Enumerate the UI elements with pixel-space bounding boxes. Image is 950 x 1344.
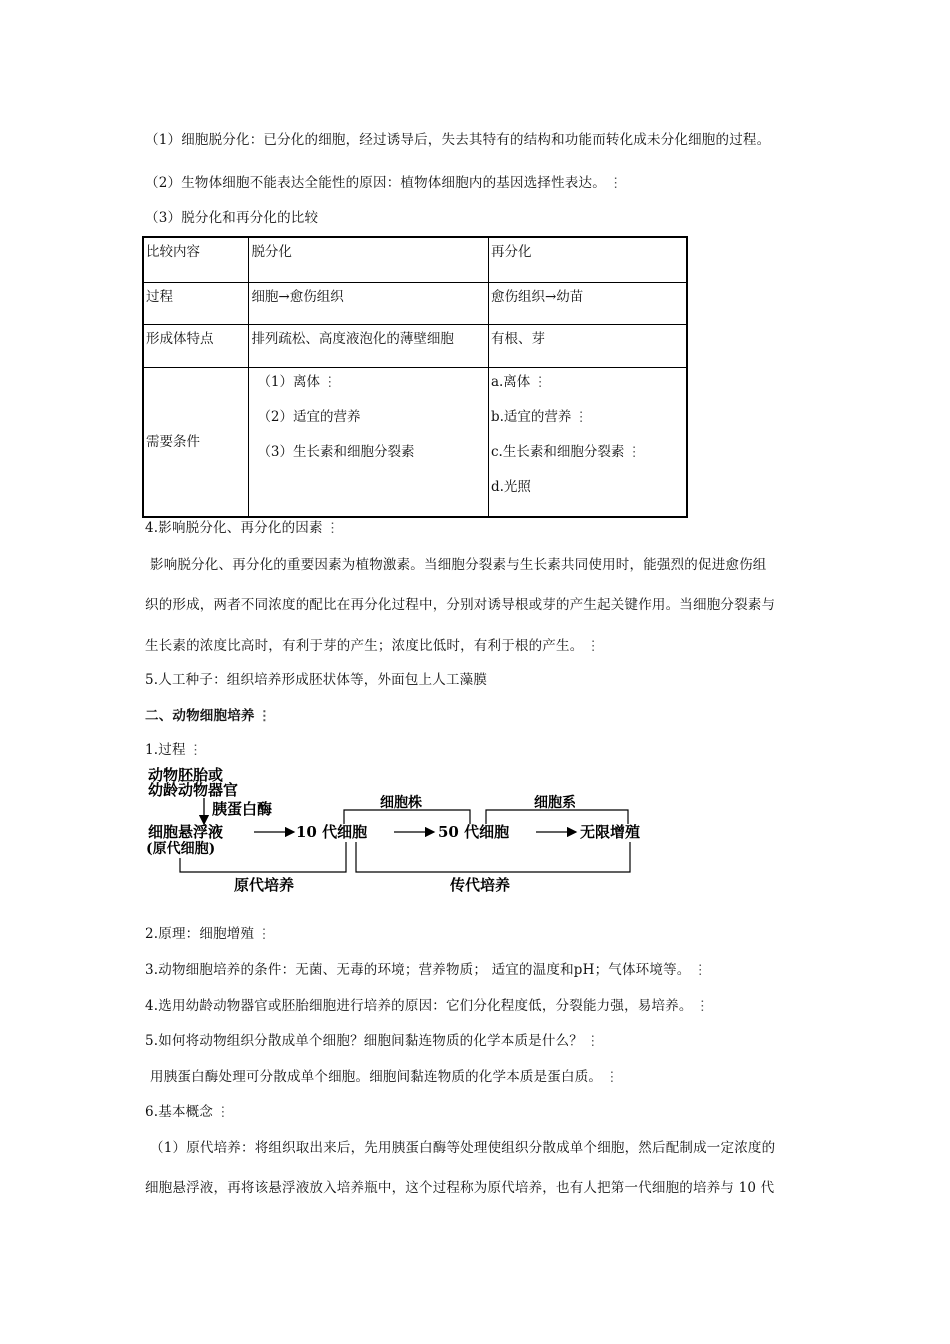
line-bracket (486, 810, 628, 824)
table-cell: 脱分化 (249, 237, 489, 283)
table-cell: 有根、芽 (488, 325, 687, 368)
table-cell: 细胞→愈伤组织 (249, 283, 489, 325)
para-artificial-seed: 5.人工种子：组织培养形成胚状体等，外面包上人工藻膜 (145, 672, 488, 688)
para-conditions: 3.动物细胞培养的条件：无菌、无毒的环境；营养物质； 适宜的温度和pH；气体环境等。 ⋮ (145, 962, 708, 978)
subculture-bracket (356, 842, 630, 872)
condition-item: a.离体 ⋮ (490, 374, 547, 390)
source-label: 动物胚胎或 (148, 766, 224, 784)
heading-concepts: 6.基本概念 ⋮ (145, 1104, 230, 1120)
para-principle: 2.原理：细胞增殖 ⋮ (145, 926, 271, 942)
table-row (143, 368, 687, 518)
heading-factors: 4.影响脱分化、再分化的因素 ⋮ (145, 520, 340, 536)
comparison-table (142, 236, 688, 518)
table-cell: 愈伤组织→幼苗 (488, 283, 687, 325)
strain-bracket (344, 810, 470, 824)
primary-cell-label: (原代细胞) (146, 841, 216, 857)
para-primary-culture-2: 细胞悬浮液，再将该悬浮液放入培养瓶中，这个过程称为原代培养，也有人把第一代细胞的培养与 10 代 (145, 1180, 775, 1196)
paragraph-mark: ⋮ (608, 175, 623, 191)
condition-item: （2）适宜的营养 (257, 409, 361, 425)
source-label: 幼龄动物器官 (148, 781, 239, 799)
para-factors-1: 影响脱分化、再分化的重要因素为植物激素。当细胞分裂素与生长素共同使用时，能强烈的促进愈伤组 (150, 557, 767, 573)
table-cell: 形成体特点 (143, 325, 249, 368)
para-reason: 4.选用幼龄动物器官或胚胎细胞进行培养的原因：它们分化程度低，分裂能力强，易培养。 ⋮ (145, 998, 710, 1014)
condition-item: d.光照 (490, 479, 531, 495)
para-factors-2: 织的形成，两者不同浓度的配比在再分化过程中，分别对诱导根或芽的产生起关键作用。当细胞分裂素与 (145, 597, 776, 613)
para-dedifferentiation: （1）细胞脱分化：已分化的细胞，经过诱导后，失去其特有的结构和功能而转化成未分化细胞的过程。 (145, 132, 771, 148)
cell-strain-label: 细胞株 (380, 795, 422, 811)
table-cell: 再分化 (488, 237, 687, 283)
para-factors-3: 生长素的浓度比高时，有利于芽的产生；浓度比低时，有利于根的产生。 ⋮ (145, 638, 601, 654)
heading-process: 1.过程 ⋮ (145, 742, 203, 758)
para-primary-culture-1: （1）原代培养：将组织取出来后，先用胰蛋白酶等处理使组织分散成单个细胞，然后配制成一定浓度的 (150, 1140, 776, 1156)
table-cell: 需要条件 (143, 368, 249, 518)
table-row (143, 325, 687, 368)
condition-item: c.生长素和细胞分裂素 ⋮ (490, 444, 641, 460)
para-totipotency: （2）生物体细胞不能表达全能性的原因：植物体细胞内的基因选择性表达。 ⋮ (145, 175, 623, 191)
section-heading: 二、动物细胞培养 ⋮ (145, 708, 272, 724)
subculture-label: 传代培养 (450, 876, 511, 894)
infinite-label: 无限增殖 (580, 823, 641, 841)
gen10-label: 10 代细胞 (296, 823, 368, 841)
condition-item: （1）离体 ⋮ (257, 374, 337, 390)
para-question: 5.如何将动物组织分散成单个细胞？细胞间黏连物质的化学本质是什么？ ⋮ (145, 1033, 600, 1049)
enzyme-label: 胰蛋白酶 (212, 800, 273, 818)
primary-culture-label: 原代培养 (234, 876, 295, 894)
cell-line-label: 细胞系 (534, 795, 576, 811)
table-cell: 比较内容 (143, 237, 249, 283)
table-cell (488, 368, 687, 518)
table-row (143, 237, 687, 283)
para-answer: 用胰蛋白酶处理可分散成单个细胞。细胞间黏连物质的化学本质是蛋白质。 ⋮ (150, 1069, 619, 1085)
para-comparison-title: （3）脱分化和再分化的比较 (145, 210, 319, 226)
table-cell: 排列疏松、高度液泡化的薄壁细胞 (249, 325, 489, 368)
culture-flow-diagram (144, 764, 644, 896)
condition-item: b.适宜的营养 ⋮ (490, 409, 588, 425)
condition-item: （3）生长素和细胞分裂素 (257, 444, 415, 460)
gen50-label: 50 代细胞 (438, 823, 510, 841)
table-row (143, 283, 687, 325)
suspension-label: 细胞悬浮液 (148, 823, 224, 841)
table-cell: 过程 (143, 283, 249, 325)
table-cell (249, 368, 489, 518)
